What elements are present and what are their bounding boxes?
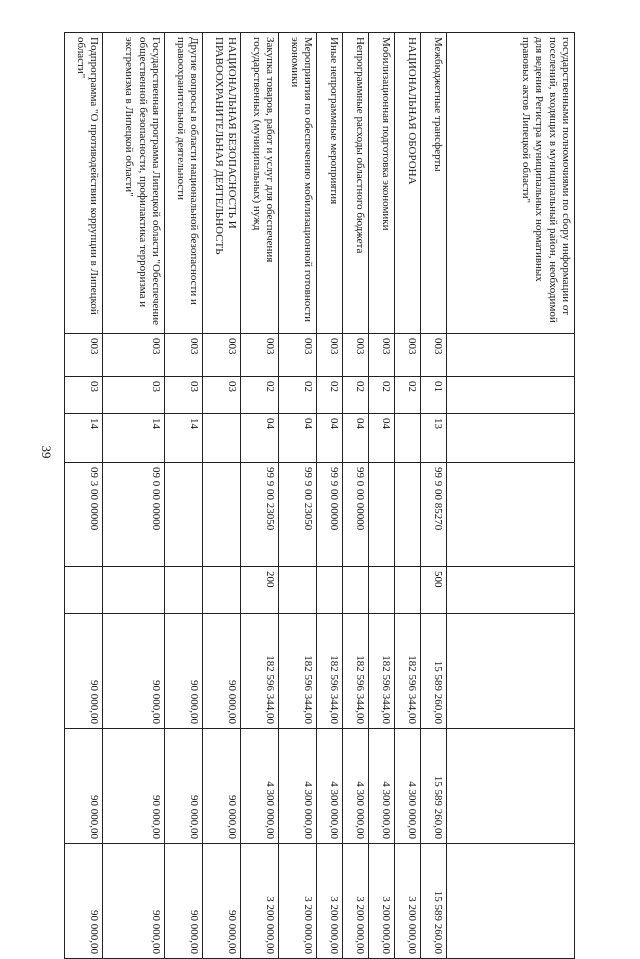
table-row xyxy=(369,33,395,959)
row-target-article: 99 9 00 00000 xyxy=(317,463,343,567)
row-name: НАЦИОНАЛЬНАЯ ОБОРОНА xyxy=(395,33,421,334)
row-dept-code: 003 xyxy=(65,334,103,377)
row-sum-2: 4 300 000,00 xyxy=(317,729,343,844)
row-target-article xyxy=(447,463,575,567)
row-expense-type xyxy=(279,567,317,614)
row-subsection-code xyxy=(395,414,421,463)
row-sum-3: 15 589 260,00 xyxy=(421,844,447,959)
row-name: Другие вопросы в области национальной безопасности и правоохранительной деятельности xyxy=(165,33,203,334)
row-expense-type xyxy=(317,567,343,614)
row-subsection-code xyxy=(203,414,241,463)
row-subsection-code: 04 xyxy=(369,414,395,463)
row-sum-2: 90 000,00 xyxy=(103,729,165,844)
row-section-code: 03 xyxy=(165,377,203,414)
row-name: Иные непрограммные мероприятия xyxy=(317,33,343,334)
row-subsection-code: 04 xyxy=(241,414,279,463)
row-dept-code: 003 xyxy=(165,334,203,377)
row-section-code: 03 xyxy=(103,377,165,414)
row-sum-1: 182 596 344,00 xyxy=(241,614,279,729)
row-section-code xyxy=(447,377,575,414)
row-dept-code: 003 xyxy=(369,334,395,377)
row-subsection-code: 14 xyxy=(103,414,165,463)
row-sum-3: 3 200 000,00 xyxy=(279,844,317,959)
row-target-article: 99 9 00 23050 xyxy=(241,463,279,567)
row-name: Подпрограмма "О противодействии коррупции в Липецкой области" xyxy=(65,33,103,334)
table-row xyxy=(447,33,575,959)
row-name: НАЦИОНАЛЬНАЯ БЕЗОПАСНОСТЬ И ПРАВООХРАНИТЕЛЬНАЯ ДЕЯТЕЛЬНОСТЬ xyxy=(203,33,241,334)
row-sum-3: 90 000,00 xyxy=(203,844,241,959)
table-row xyxy=(395,33,421,959)
row-target-article: 99 9 00 85270 xyxy=(421,463,447,567)
budget-table-body xyxy=(65,33,575,959)
row-sum-1: 182 596 344,00 xyxy=(369,614,395,729)
row-sum-2: 90 000,00 xyxy=(203,729,241,844)
row-sum-3: 3 200 000,00 xyxy=(343,844,369,959)
row-sum-3 xyxy=(447,844,575,959)
table-row xyxy=(421,33,447,959)
row-expense-type xyxy=(103,567,165,614)
row-section-code: 02 xyxy=(395,377,421,414)
row-expense-type xyxy=(395,567,421,614)
row-section-code: 03 xyxy=(65,377,103,414)
table-row xyxy=(103,33,165,959)
row-expense-type: 200 xyxy=(241,567,279,614)
table-row xyxy=(241,33,279,959)
row-target-article: 09 0 00 00000 xyxy=(103,463,165,567)
row-expense-type xyxy=(369,567,395,614)
row-dept-code: 003 xyxy=(203,334,241,377)
row-name: государственными полномочиями по сбору информации от поселений, входящих в муниципальный район, необходимой для ведения Регистра муниципальных нормативных правовых актов Липецкой области" xyxy=(447,33,575,334)
row-dept-code: 003 xyxy=(421,334,447,377)
row-sum-3: 90 000,00 xyxy=(165,844,203,959)
row-target-article: 09 3 00 00000 xyxy=(65,463,103,567)
row-section-code: 02 xyxy=(317,377,343,414)
row-sum-1 xyxy=(447,614,575,729)
row-subsection-code xyxy=(447,414,575,463)
row-dept-code: 003 xyxy=(241,334,279,377)
row-sum-2 xyxy=(447,729,575,844)
row-section-code: 02 xyxy=(343,377,369,414)
row-expense-type xyxy=(65,567,103,614)
row-section-code: 02 xyxy=(279,377,317,414)
row-expense-type xyxy=(343,567,369,614)
row-name: Непрограммные расходы областного бюджета xyxy=(343,33,369,334)
row-sum-2: 90 000,00 xyxy=(165,729,203,844)
row-target-article: 99 9 00 23050 xyxy=(279,463,317,567)
table-row xyxy=(279,33,317,959)
row-dept-code: 003 xyxy=(103,334,165,377)
row-name: Мероприятия по обеспечению мобилизационной готовности экономики xyxy=(279,33,317,334)
row-sum-2: 90 000,00 xyxy=(65,729,103,844)
page-number: 39 xyxy=(39,445,54,459)
budget-table xyxy=(64,32,575,959)
row-sum-3: 3 200 000,00 xyxy=(317,844,343,959)
row-subsection-code: 04 xyxy=(279,414,317,463)
row-name: Мобилизационная подготовка экономики xyxy=(369,33,395,334)
row-dept-code xyxy=(447,334,575,377)
row-target-article xyxy=(369,463,395,567)
row-expense-type xyxy=(203,567,241,614)
row-target-article xyxy=(395,463,421,567)
row-sum-3: 3 200 000,00 xyxy=(369,844,395,959)
budget-table-container xyxy=(70,32,575,954)
row-sum-2: 15 589 260,00 xyxy=(421,729,447,844)
row-dept-code: 003 xyxy=(343,334,369,377)
row-name: Межбюджетные трансферты xyxy=(421,33,447,334)
row-section-code: 02 xyxy=(241,377,279,414)
row-target-article xyxy=(165,463,203,567)
row-target-article: 99 0 00 00000 xyxy=(343,463,369,567)
row-sum-1: 15 589 260,00 xyxy=(421,614,447,729)
row-dept-code: 003 xyxy=(395,334,421,377)
row-subsection-code: 14 xyxy=(65,414,103,463)
row-target-article xyxy=(203,463,241,567)
row-sum-1: 182 596 344,00 xyxy=(395,614,421,729)
row-sum-3: 90 000,00 xyxy=(65,844,103,959)
row-subsection-code: 04 xyxy=(317,414,343,463)
row-section-code: 01 xyxy=(421,377,447,414)
row-sum-2: 4 300 000,00 xyxy=(343,729,369,844)
table-row xyxy=(317,33,343,959)
table-row xyxy=(203,33,241,959)
row-sum-3: 3 200 000,00 xyxy=(241,844,279,959)
row-sum-1: 90 000,00 xyxy=(65,614,103,729)
row-sum-1: 182 596 344,00 xyxy=(343,614,369,729)
row-sum-1: 90 000,00 xyxy=(203,614,241,729)
row-sum-1: 90 000,00 xyxy=(165,614,203,729)
table-row xyxy=(65,33,103,959)
row-sum-3: 90 000,00 xyxy=(103,844,165,959)
row-sum-1: 182 596 344,00 xyxy=(317,614,343,729)
row-expense-type xyxy=(447,567,575,614)
row-sum-1: 182 596 344,00 xyxy=(279,614,317,729)
row-sum-2: 4 300 000,00 xyxy=(369,729,395,844)
row-dept-code: 003 xyxy=(317,334,343,377)
row-sum-1: 90 000,00 xyxy=(103,614,165,729)
row-subsection-code: 13 xyxy=(421,414,447,463)
table-row xyxy=(343,33,369,959)
row-subsection-code: 04 xyxy=(343,414,369,463)
row-expense-type: 500 xyxy=(421,567,447,614)
row-name: Государственная программа Липецкой области "Обеспечение общественной безопасности, профилактика терроризма и экстремизма в Липецкой области" xyxy=(103,33,165,334)
row-sum-2: 4 300 000,00 xyxy=(279,729,317,844)
row-sum-2: 4 300 000,00 xyxy=(241,729,279,844)
row-subsection-code: 14 xyxy=(165,414,203,463)
row-name: Закупка товаров, работ и услуг для обеспечения государственных (муниципальных) нужд xyxy=(241,33,279,334)
row-section-code: 03 xyxy=(203,377,241,414)
table-row xyxy=(165,33,203,959)
row-section-code: 02 xyxy=(369,377,395,414)
row-sum-2: 4 300 000,00 xyxy=(395,729,421,844)
row-sum-3: 3 200 000,00 xyxy=(395,844,421,959)
row-expense-type xyxy=(165,567,203,614)
row-dept-code: 003 xyxy=(279,334,317,377)
